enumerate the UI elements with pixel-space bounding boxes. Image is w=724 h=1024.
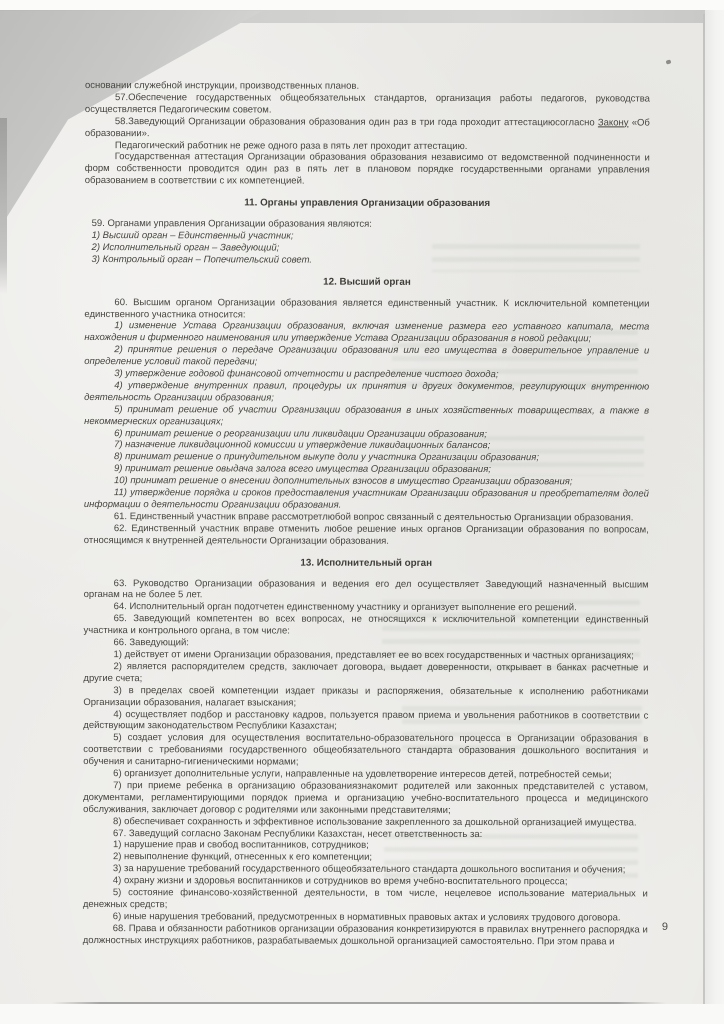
paragraph: 1) нарушение прав и свобод воспитанников, сотрудников;: [112, 839, 369, 852]
paragraph: 58.Заведующий Организации образования образования один раз в три года проходит аттестациюсогласно Закону «Об образовании».: [84, 115, 650, 139]
paragraph: 3) утверждение годовой финансовой отчетности и распределение чистого дохода;: [114, 368, 499, 381]
scan-artifact-left-edge: [0, 118, 7, 294]
paragraph: 57.Обеспечение государственных общеобязательных стандартов, организация работы педагогов, руководства осуществляется Педагогическим советом.: [84, 91, 650, 116]
paragraph: 4) осуществляет подбор и расстановку кадров, пользуется правом приема и увольнения работников в соответствии с действующим законодательством Республики Казахстан;: [83, 708, 649, 733]
scan-margin-top: [0, 0, 724, 10]
paragraph: 6) организует дополнительные услуги, направленные на удовлетворение интересов детей, потребностей семьи;: [113, 768, 612, 781]
scan-margin-right: [705, 10, 724, 1024]
paragraph: 5) создает условия для осуществления воспитательно-образовательного процесса в Организации образования в соответствии с требованиями государственного общеобязательного стандарта образования дошкольного воспитания и обучения и санитарно-гигиеническими нормами;: [83, 732, 649, 768]
paragraph: 61. Единственный участник вправе рассмотретлюбой вопрос связанный с деятельностью Организации образования.: [113, 510, 634, 524]
paragraph: 68. Права и обязанности работников организации образования конкретизируются в правилах внутреннего распорядка и должностных инструкциях работников, разрабатываемых дошкольной организацией самостоятельно. При этом права и: [82, 922, 648, 948]
paragraph: 5) принимат решение об участии Организации образования в иных хозяйственных товариществах, а также в некоммерческих организациях;: [84, 403, 650, 428]
paragraph: 3) за нарушение требований государственного общеобязательного стандарта дошкольного воспитания и обучения;: [112, 863, 626, 876]
paragraph: 8) обеспечивает сохранность и эффективное использование закрепленного за дошкольной организацией имущества.: [113, 815, 637, 829]
paragraph: 5) состояние финансово-хозяйственной деятельности, в том числе, нецелевое использование материальных и денежных средств;: [82, 887, 648, 911]
section-heading: 13. Исполнительный орган: [300, 557, 433, 569]
paragraph: 4) утверждение внутренних правил, процедуры их принятия и других документов, регулирующих внутреннюю деятельность Организации образования;: [84, 380, 650, 404]
paragraph: 1) изменение Устава Организации образования, включая изменение размера его уставного капитала, места нахождения и фирменного наименования или утверждение Устава Организации образования в новой редакции;: [84, 320, 650, 345]
paragraph: 7) назначение ликвидационной комиссии и утверждение ликвидационных балансов;: [114, 439, 491, 452]
paragraph: 62. Единственный участник вправе отменить любое решение иных органов Организации образования по вопросам, относящимся к внутренней деятельности Организации образования.: [83, 522, 649, 547]
paragraph: 67. Заведущий согласно Законам Республики Казахстан, несет ответственность за:: [113, 827, 483, 840]
paragraph: Государственная аттестация Организации образования образования независимо от ведомственной подчиненности и форм собственности проводится один раз в пять лет в плановом порядке государственными органами управления образованием в соответствии с их компетенцией.: [84, 151, 650, 187]
paragraph: 59. Органами управления Организации образования являются:: [91, 218, 372, 230]
paragraph: 1) Высший орган – Единственный участник;: [91, 229, 294, 242]
section-heading: 11. Органы управления Организации образования: [244, 197, 491, 210]
paragraph: 6) иные нарушения требований, предусмотренных в нормативных правовых актах и условиях трудового договора.: [112, 910, 621, 924]
section-heading: 12. Высший орган: [323, 276, 411, 288]
paragraph: 3) Контрольный орган – Попечительский совет.: [91, 253, 313, 266]
paragraph: 2) является распорядителем средств, заключает договора, выдает доверенности, открывает в банках расчетные и другие счета;: [83, 660, 649, 684]
paragraph: 9) принимат решение овыдача залога всего имущества Организации образования;: [113, 463, 491, 476]
underlined-law-reference: Закону: [597, 117, 629, 129]
paragraph: 6) принимат решение о реорганизации или ликвидации Организации образования;: [114, 427, 487, 440]
paragraph: 60. Высшим органом Организации образования является единственный участник. К исключительной компетенции единственного участника относится:: [84, 296, 650, 320]
paragraph: 1) действует от имени Организации образования, представляет ее во всех государственных и частных организациях;: [113, 649, 634, 662]
scan-margin-bottom: [0, 1004, 724, 1024]
paragraph: 4) охрану жизни и здоровья воспитанников и сотрудников во время учебно-воспитательного процесса;: [112, 875, 568, 888]
paragraph: 2) невыполнение функций, отнесенных к его компетенции;: [112, 851, 373, 864]
paragraph: 8) принимат решение о принудительном выкупе доли у участника Организации образования;: [113, 451, 540, 464]
page-number: 9: [661, 921, 668, 933]
paragraph: 11) утверждение порядка и сроков предоставления участникам Организации образования и преобретателям долей информации о деятельности Организации образования.: [83, 487, 649, 511]
paragraph: 7) при приеме ребенка в организацию образованиязнакомит родителей или законных представителей с уставом, документами, регламентирующими порядок приема и организацию учебно-воспитательного процесса и медицинского обслуживания, заключает договор с родителями или законными представителями;: [83, 780, 649, 816]
paragraph: 2) Исполнительный орган – Заведующий;: [91, 241, 280, 254]
document-body: [83, 80, 650, 948]
paragraph: 3) в пределах своей компетенции издает приказы и распоряжения, обязательные к исполнению работниками Организации образования, налагает взыскания;: [83, 684, 649, 709]
paragraph: 63. Руководство Организации образования и ведения его дел осуществляет Заведующий назначенный высшим органам на не более 5 лет.: [83, 577, 649, 601]
paragraph: 65. Заведующий компетентен во всех вопросах, не относящихся к исключительной компетенции единственный участника и контрольного органа, в том числе:: [83, 613, 649, 637]
paragraph: 66. Заведующий:: [113, 637, 189, 649]
paragraph: основании служебной инструкции, производственных планов.: [84, 80, 360, 92]
paragraph: 2) принятие решения о передаче Организации образования или его имущества в доверительное управление и определение условий такой передачи;: [84, 344, 650, 368]
paragraph: 64. Исполнительный орган подотчетен единственному участнику и организует выполнение его решений.: [113, 601, 577, 614]
paragraph: Педагогический работник не реже одного раза в пять лет проходит аттестацию.: [114, 139, 468, 152]
paragraph: 10) принимат решение о внесении дополнительных взносов в имущество Организации образования;: [113, 475, 573, 488]
